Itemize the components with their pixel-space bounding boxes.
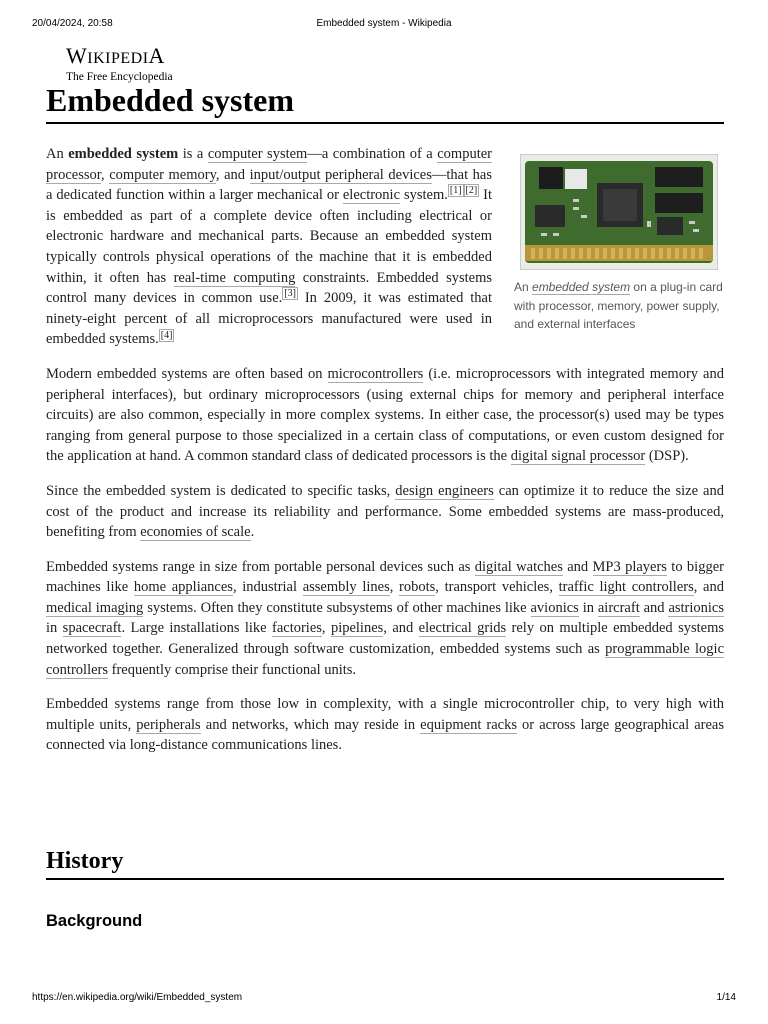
wikipedia-logo[interactable] [66, 44, 173, 83]
page-title: Embedded system [46, 80, 724, 124]
link-aircraft[interactable]: aircraft [597, 599, 640, 616]
citation-3[interactable]: [3] [284, 288, 296, 300]
link-peripherals[interactable]: peripherals [136, 716, 201, 733]
link-assembly-lines[interactable]: assembly lines [302, 579, 390, 596]
infobox-figure [514, 154, 724, 334]
link-computer-processor[interactable]: computer processor [46, 146, 492, 183]
paragraph-intro: An embedded system is a computer system—a combination of a computer processor, computer memory, and input/output peripheral devices—that has a dedicated function within a larger mechanical or electronic system. [1] [2] It is embedded as part of a complete device often including electrical or electronic hardware and mechanical parts. Because an embedded system typically controls physical operations of the machine that it is embedded within, it often has real-time computing constraints. Embedded systems control many devices in common use. [3] In 2009, it was estimated that ninety-eight percent of all microprocessors manufactured were used in embedded systems. [4] [46, 146, 493, 348]
article-body [46, 144, 724, 770]
figure-caption: An embedded system on a plug-in card with processor, memory, power supply, and external interfaces [514, 280, 723, 331]
link-home-appliances[interactable]: home appliances [133, 579, 233, 596]
link-medical-imaging[interactable]: medical imaging [46, 599, 144, 616]
print-timestamp: 20/04/2024, 20:58 [32, 18, 113, 29]
embedded-board-image[interactable] [520, 154, 718, 270]
print-header [32, 18, 736, 32]
citation-1[interactable]: [1] [449, 185, 462, 197]
circuit-board-icon [521, 155, 717, 269]
paragraph-complexity: Embedded systems range from those low in complexity, with a single microcontroller chip, to very high with multiple units, peripherals and networks, which may reside in equipment racks or across large geographical areas connected via long-distance communications lines. [46, 696, 724, 754]
print-footer [32, 992, 736, 1006]
paragraph-range-size: Embedded systems range in size from portable personal devices such as digital watches and MP3 players to bigger machines like home appliances, industrial assembly lines, robots, transport vehicles, traffic light controllers, and medical imaging systems. Often they constitute subsystems of other machines like avionics in aircraft and astrionics in spacecraft. Large installations like factories, pipelines, and electrical grids rely on multiple embedded systems networked together. Generalized through software customization, embedded systems such as programmable logic controllers frequently comprise their functional units. [46, 558, 725, 678]
print-page-number: 1/14 [716, 992, 736, 1003]
link-economies-of-scale[interactable]: economies of scale [140, 524, 251, 541]
link-spacecraft[interactable]: spacecraft [62, 620, 122, 637]
link-digital-signal-processor[interactable]: digital signal processor [510, 448, 646, 465]
link-traffic-light-controllers[interactable]: traffic light controllers [558, 579, 694, 596]
section-heading-history: History [46, 845, 724, 880]
link-equipment-racks[interactable]: equipment racks [420, 716, 517, 733]
link-computer-memory[interactable]: computer memory [109, 166, 216, 183]
link-electrical-grids[interactable]: electrical grids [418, 620, 507, 637]
print-url: https://en.wikipedia.org/wiki/Embedded_system [32, 992, 243, 1003]
link-avionics[interactable]: avionics [530, 599, 579, 616]
subsection-heading-background: Background [46, 912, 143, 930]
link-robots[interactable]: robots [399, 579, 436, 596]
link-pipelines[interactable]: pipelines [330, 620, 384, 637]
paragraph-modern: Modern embedded systems are often based on microcontrollers (i.e. microprocessors with integrated memory and peripheral interfaces), but ordinary microprocessors (using external chips for memory and peripheral interface circuits) are also common, especially in more complex systems. In either case, the processor(s) used may be types ranging from general purpose to those specialized in a certain class of computations, or even custom designed for the application at hand. A common standard class of dedicated processors is the digital signal processor (DSP). [46, 365, 724, 465]
link-electronic[interactable]: electronic [342, 187, 401, 204]
citation-2[interactable]: [2] [465, 185, 478, 197]
link-io-peripheral-devices[interactable]: input/output peripheral devices [249, 166, 432, 183]
link-astrionics[interactable]: astrionics [668, 599, 725, 616]
paragraph-dedicated: Since the embedded system is dedicated to specific tasks, design engineers can optimize it to reduce the size and cost of the product and increase its reliability and performance. Some embedded systems are mass-produced, benefiting from economies of scale. [46, 482, 724, 541]
link-real-time-computing[interactable]: real-time computing [173, 269, 296, 286]
link-programmable-logic-controllers[interactable]: programmable logic controllers [46, 641, 725, 678]
wikipedia-wordmark: WIKIPEDIA [66, 43, 165, 68]
link-microcontrollers[interactable]: microcontrollers [327, 365, 424, 382]
link-factories[interactable]: factories [272, 620, 322, 637]
link-digital-watches[interactable]: digital watches [474, 558, 563, 575]
link-design-engineers[interactable]: design engineers [395, 482, 494, 499]
link-mp3-players[interactable]: MP3 players [592, 558, 667, 575]
print-page-title: Embedded system - Wikipedia [316, 18, 452, 29]
citation-4[interactable]: [4] [160, 329, 173, 341]
link-computer-system[interactable]: computer system [207, 146, 308, 162]
wikipedia-tagline: The Free Encyclopedia [66, 71, 173, 83]
